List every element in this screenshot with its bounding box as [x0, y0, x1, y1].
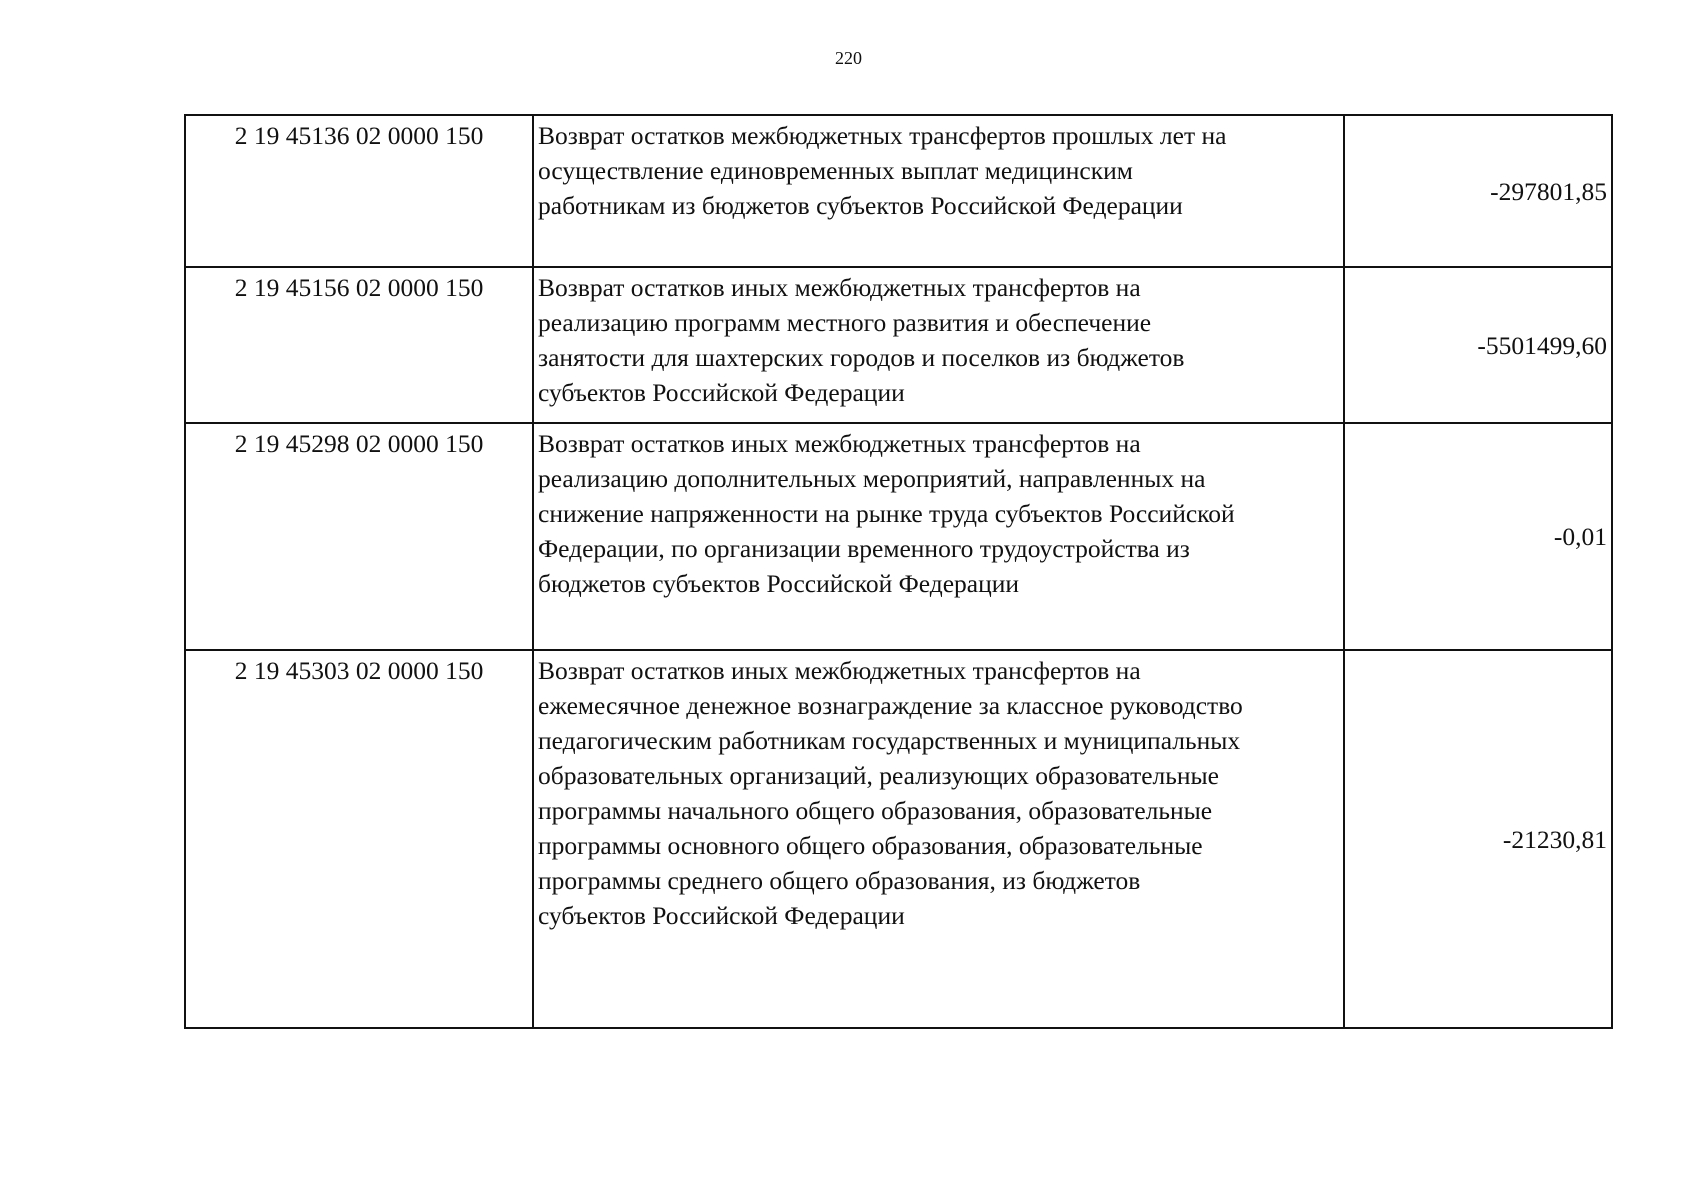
description-line: Федерации, по организации временного трудоустройства из	[538, 534, 1190, 563]
description-line: снижение напряженности на рынке труда субъектов Российской	[538, 499, 1235, 528]
description-cell	[533, 115, 1344, 267]
description-line: программы начального общего образования, образовательные	[538, 796, 1213, 825]
amount-cell: -0,01	[1344, 423, 1612, 650]
budget-code-cell: 2 19 45303 02 0000 150	[185, 650, 533, 1028]
table-row	[185, 267, 1612, 423]
description-line: ежемесячное денежное вознаграждение за классное руководство	[538, 691, 1243, 720]
description-line: реализацию дополнительных мероприятий, направленных на	[538, 464, 1206, 493]
description-line: Возврат остатков межбюджетных трансфертов прошлых лет на	[538, 121, 1227, 150]
budget-code-cell: 2 19 45136 02 0000 150	[185, 115, 533, 267]
amount-cell: -5501499,60	[1344, 267, 1612, 423]
description-line: занятости для шахтерских городов и поселков из бюджетов	[538, 343, 1185, 372]
description-line: педагогическим работникам государственных и муниципальных	[538, 726, 1241, 755]
page-number: 220	[835, 48, 862, 68]
table-row	[185, 423, 1612, 650]
amount-cell: -21230,81	[1344, 650, 1612, 1028]
table-row	[185, 650, 1612, 1028]
description-line: осуществление единовременных выплат медицинским	[538, 156, 1133, 185]
description-line: Возврат остатков иных межбюджетных трансфертов на	[538, 429, 1141, 458]
description-cell	[533, 267, 1344, 423]
description-line: бюджетов субъектов Российской Федерации	[538, 569, 1020, 598]
description-line: реализацию программ местного развития и обеспечение	[538, 308, 1152, 337]
description-line: субъектов Российской Федерации	[538, 378, 905, 407]
description-cell	[533, 423, 1344, 650]
description-line: субъектов Российской Федерации	[538, 901, 905, 930]
description-line: Возврат остатков иных межбюджетных трансфертов на	[538, 273, 1141, 302]
budget-code-cell: 2 19 45298 02 0000 150	[185, 423, 533, 650]
amount-cell: -297801,85	[1344, 115, 1612, 267]
description-line: работникам из бюджетов субъектов Российской Федерации	[538, 191, 1183, 220]
table-row	[185, 115, 1612, 267]
budget-table	[184, 114, 1613, 1029]
description-line: образовательных организаций, реализующих образовательные	[538, 761, 1219, 790]
description-line: программы основного общего образования, образовательные	[538, 831, 1203, 860]
description-line: программы среднего общего образования, из бюджетов	[538, 866, 1141, 895]
budget-code-cell: 2 19 45156 02 0000 150	[185, 267, 533, 423]
description-line: Возврат остатков иных межбюджетных трансфертов на	[538, 656, 1141, 685]
description-cell	[533, 650, 1344, 1028]
